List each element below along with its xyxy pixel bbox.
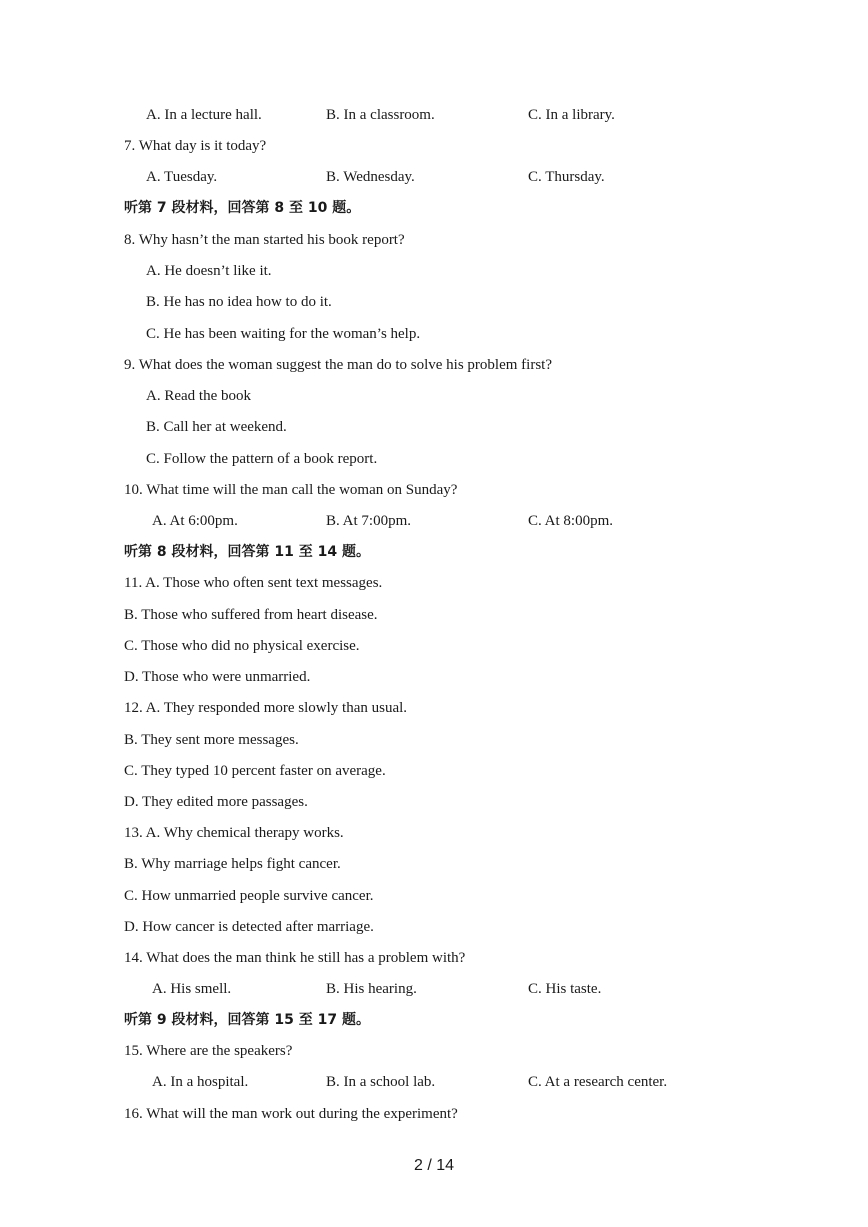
q7-option-a: A. Tuesday. — [146, 169, 218, 185]
q10-stem: 10. What time will the man call the woman on Sunday? — [124, 482, 458, 498]
q14-option-c: C. His taste. — [528, 981, 602, 997]
q14-option-b: B. His hearing. — [326, 981, 417, 997]
q8-option-c: C. He has been waiting for the woman’s help. — [146, 326, 421, 342]
q7-option-c: C. Thursday. — [528, 169, 605, 185]
q10-option-c: C. At 8:00pm. — [528, 513, 614, 529]
q10-option-a: A. At 6:00pm. — [152, 513, 238, 529]
q12-option-c: C. They typed 10 percent faster on average. — [124, 763, 386, 779]
q6-option-a: A. In a lecture hall. — [146, 107, 262, 123]
q14-stem: 14. What does the man think he still has a problem with? — [124, 950, 466, 966]
q14-option-a: A. His smell. — [152, 981, 232, 997]
section-7-heading: 听第 7 段材料，回答第 8 至 10 题。 — [124, 200, 361, 216]
q12-option-a: 12. A. They responded more slowly than usual. — [124, 700, 408, 716]
q9-stem: 9. What does the woman suggest the man do to solve his problem first? — [124, 357, 552, 373]
q12-option-b: B. They sent more messages. — [124, 732, 299, 748]
q9-option-b: B. Call her at weekend. — [146, 419, 287, 435]
q8-option-a: A. He doesn’t like it. — [146, 263, 272, 279]
q15-option-a: A. In a hospital. — [152, 1074, 249, 1090]
q11-option-b: B. Those who suffered from heart disease. — [124, 607, 378, 623]
q6-option-c: C. In a library. — [528, 107, 615, 123]
q13-option-d: D. How cancer is detected after marriage. — [124, 919, 374, 935]
q7-stem: 7. What day is it today? — [124, 138, 267, 154]
q13-option-c: C. How unmarried people survive cancer. — [124, 888, 374, 904]
q11-option-d: D. Those who were unmarried. — [124, 669, 311, 685]
q15-option-b: B. In a school lab. — [326, 1074, 436, 1090]
q8-stem: 8. Why hasn’t the man started his book report? — [124, 232, 405, 248]
q11-option-a: 11. A. Those who often sent text messages. — [124, 575, 383, 591]
q11-option-c: C. Those who did no physical exercise. — [124, 638, 360, 654]
section-9-heading: 听第 9 段材料，回答第 15 至 17 题。 — [124, 1012, 370, 1028]
q13-option-a: 13. A. Why chemical therapy works. — [124, 825, 344, 841]
q10-option-b: B. At 7:00pm. — [326, 513, 412, 529]
q9-option-a: A. Read the book — [146, 388, 251, 404]
q12-option-d: D. They edited more passages. — [124, 794, 308, 810]
q8-option-b: B. He has no idea how to do it. — [146, 294, 332, 310]
q7-option-b: B. Wednesday. — [326, 169, 415, 185]
q9-option-c: C. Follow the pattern of a book report. — [146, 451, 378, 467]
page-number: 2 / 14 — [413, 1157, 455, 1174]
q15-stem: 15. Where are the speakers? — [124, 1043, 293, 1059]
q13-option-b: B. Why marriage helps fight cancer. — [124, 856, 341, 872]
q6-option-b: B. In a classroom. — [326, 107, 435, 123]
section-8-heading: 听第 8 段材料，回答第 11 至 14 题。 — [124, 544, 370, 560]
q15-option-c: C. At a research center. — [528, 1074, 668, 1090]
q16-stem: 16. What will the man work out during the experiment? — [124, 1106, 458, 1122]
